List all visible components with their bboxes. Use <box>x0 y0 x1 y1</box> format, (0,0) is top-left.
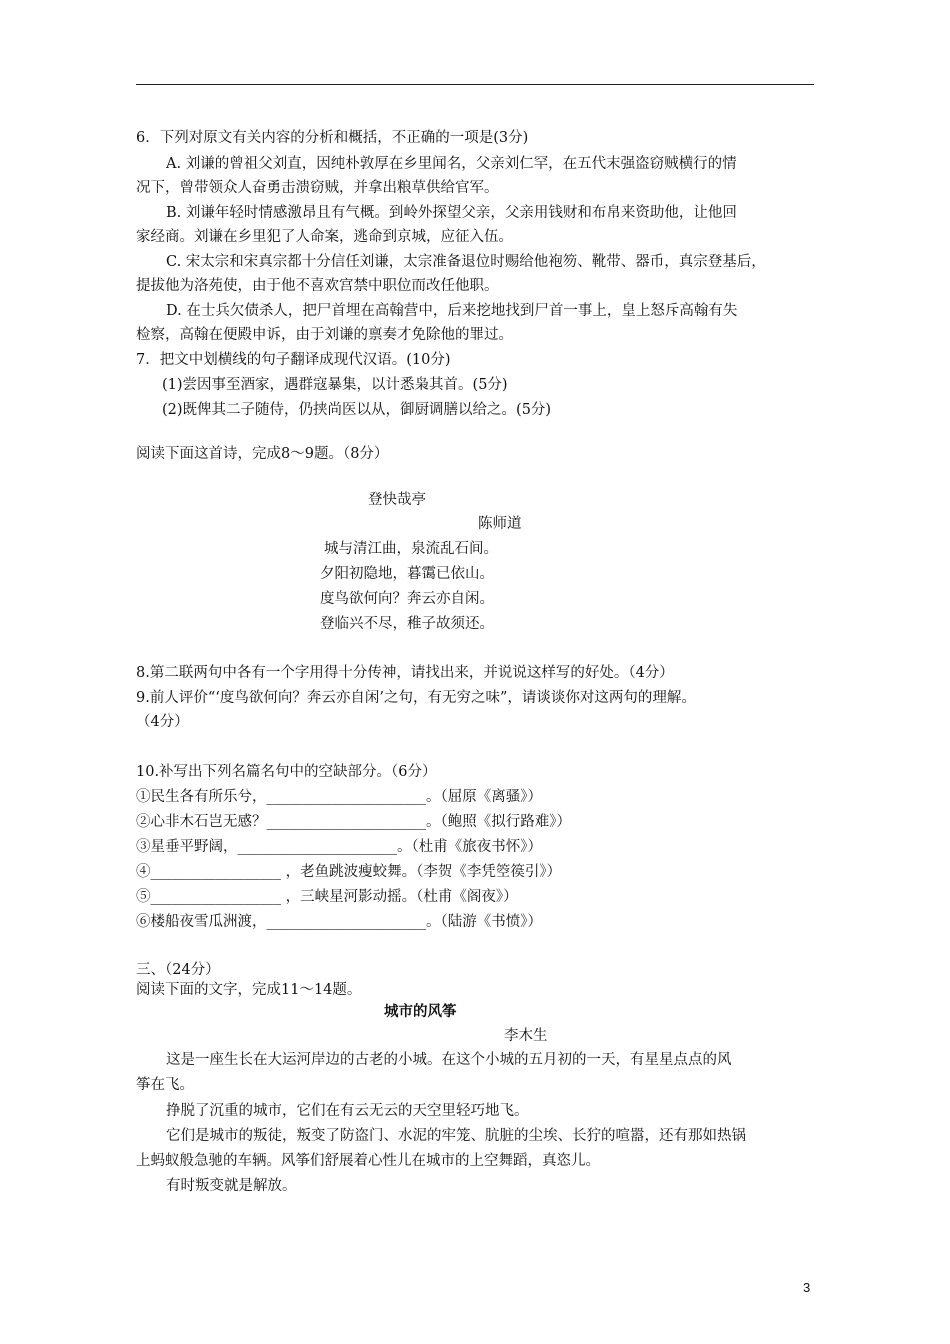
q10-item-1: ①民生各有所乐兮，______________________。（屈原《离骚》） <box>136 789 542 805</box>
article-para-2: 挣脱了沉重的城市，它们在有云无云的天空里轻巧地飞。 <box>166 1103 529 1119</box>
poem-intro: 阅读下面这首诗，完成8～9题。（8分） <box>136 446 389 462</box>
poem-line-3: 度鸟欲何向？奔云亦自闲。 <box>320 591 494 607</box>
q8-stem: 8.第二联两句中各有一个字用得十分传神，请找出来，并说说这样写的好处。（4分） <box>136 665 674 681</box>
q6-option-d-line1: D. 在士兵欠债杀人，把尸首埋在高翰营中，后来挖地找到尸首一事上，皇上怒斥高翰有失 <box>166 303 738 319</box>
q9-stem-line1: 9.前人评价“‘度鸟欲何向？奔云亦自闲’之句，有无穷之味”，请谈谈你对这两句的理解。 <box>136 690 696 706</box>
poem-line-4: 登临兴不尽，稚子故须还。 <box>320 616 494 632</box>
q7-sentence-2: (2)既俾其二子随侍，仍挟尚医以从，御厨调膳以给之。(5分) <box>162 402 552 418</box>
article-para-3-line2: 上蚂蚁般急驰的车辆。风筝们舒展着心性儿在城市的上空舞蹈，真恣儿。 <box>136 1153 600 1169</box>
q6-option-a-line2: 况下，曾带领众人奋勇击溃窃贼，并拿出粮草供给官军。 <box>136 180 499 196</box>
article-para-1-line1: 这是一座生长在大运河岸边的古老的小城。在这个小城的五月初的一天，有星星点点的风 <box>166 1052 732 1068</box>
q6-option-c-line2: 提拔他为洛苑使，由于他不喜欢宫禁中职位而改任他职。 <box>136 278 499 294</box>
q6-option-c-line1: C. 宋太宗和宋真宗都十分信任刘谦，太宗准备退位时赐给他袍笏、靴带、器币，真宗登基后， <box>166 254 766 270</box>
q6-option-d-line2: 检察，高翰在便殿申诉，由于刘谦的禀奏才免除他的罪过。 <box>136 327 513 343</box>
q10-item-3: ③星垂平野阔，______________________。（杜甫《旅夜书怀》） <box>136 839 542 855</box>
section3-intro: 阅读下面的文字，完成11～14题。 <box>136 982 362 998</box>
q6-option-a-line1: A. 刘谦的曾祖父刘直，因纯朴敦厚在乡里闻名，父亲刘仁罕，在五代末强盗窃贼横行的情 <box>166 156 737 172</box>
q6-option-b-line1: B. 刘谦年轻时情感激昂且有气概。到岭外探望父亲，父亲用钱财和布帛来资助他，让他回 <box>166 205 737 221</box>
q10-item-6: ⑥楼船夜雪瓜洲渡，______________________。（陆游《书愤》） <box>136 914 542 930</box>
poem-author: 陈师道 <box>478 516 522 532</box>
poem-line-1: 城与清江曲，泉流乱石间。 <box>324 541 498 557</box>
q10-item-4: ④__________________ ，老鱼跳波瘦蛟舞。（李贺《李凭箜篌引》） <box>136 864 562 880</box>
q9-stem-line2: （4分） <box>136 714 189 730</box>
article-author: 李木生 <box>504 1028 548 1044</box>
q10-item-2: ②心非木石岂无感？______________________。（鲍照《拟行路难》） <box>136 814 571 830</box>
q10-item-5: ⑤__________________ ，三峡星河影动摇。（杜甫《阁夜》） <box>136 889 518 905</box>
q6-option-b-line2: 家经商。刘谦在乡里犯了人命案，逃命到京城，应征入伍。 <box>136 229 513 245</box>
poem-title: 登快哉亭 <box>368 492 426 508</box>
article-para-1-line2: 筝在飞。 <box>136 1077 194 1093</box>
page-number: 3 <box>803 1280 811 1295</box>
q6-stem: 6．下列对原文有关内容的分析和概括，不正确的一项是(3分) <box>136 130 529 146</box>
q7-sentence-1: (1)尝因事至酒家，遇群寇暴集，以计悉枭其首。(5分) <box>162 377 508 393</box>
article-para-4: 有时叛变就是解放。 <box>166 1178 297 1194</box>
poem-line-2: 夕阳初隐地，暮霭已依山。 <box>320 566 494 582</box>
q7-stem: 7．把文中划横线的句子翻译成现代汉语。(10分) <box>136 352 451 368</box>
article-title: 城市的风筝 <box>384 1004 457 1020</box>
article-para-3-line1: 它们是城市的叛徒，叛变了防盗门、水泥的牢笼、肮脏的尘埃、长狞的喧嚣，还有那如热锅 <box>166 1128 746 1144</box>
section3-head: 三、（24分） <box>136 962 220 978</box>
header-rule <box>136 84 814 85</box>
q10-stem: 10.补写出下列名篇名句中的空缺部分。（6分） <box>136 764 437 780</box>
